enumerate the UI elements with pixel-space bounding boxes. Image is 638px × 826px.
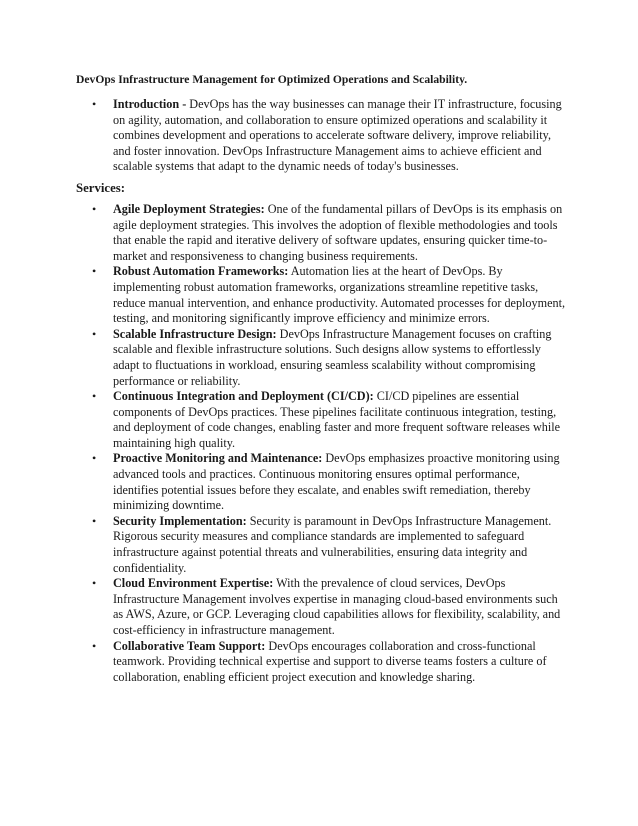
service-item-cloud-expertise: [76, 576, 566, 638]
service-lead: Robust Automation Frameworks:: [113, 264, 289, 279]
bullet-icon: •: [92, 451, 97, 466]
intro-text: DevOps has the way businesses can manage their IT infrastructure, focusing on agility, automation, and collaboration to ensure optimized operations and scalability it combines development and operations to accelerate software delivery, improve reliability, and foster innovation. DevOps Infrastructure Management aims to achieve efficient and scalable systems that adapt to the dynamic needs of today's businesses.: [113, 97, 562, 174]
service-text: DevOps Infrastructure Management focuses on crafting scalable and flexible infrastructure solutions. Such designs allow systems to effortlessly adapt to fluctuations in workload, ensuring seamless scalability without compromising performance or reliability.: [113, 326, 552, 388]
service-item-automation-frameworks: [76, 264, 566, 326]
bullet-icon: •: [92, 513, 97, 528]
intro-list: [76, 97, 566, 175]
bullet-icon: •: [92, 638, 97, 653]
service-item-team-support: [76, 639, 566, 686]
service-item-ci-cd: [76, 389, 566, 451]
service-item-security: [76, 514, 566, 576]
bullet-icon: •: [92, 201, 97, 216]
service-lead: Security Implementation:: [113, 513, 247, 528]
bullet-icon: •: [92, 576, 97, 591]
service-text: DevOps emphasizes proactive monitoring using advanced tools and practices. Continuous monitoring ensures optimal performance, identifies potential issues before they escalate, and enables swift remediation, thereby minimizing downtime.: [113, 451, 560, 513]
service-lead: Scalable Infrastructure Design:: [113, 326, 277, 341]
service-lead: Collaborative Team Support:: [113, 638, 266, 653]
service-lead: Continuous Integration and Deployment (CI/CD):: [113, 389, 374, 404]
service-text: With the prevalence of cloud services, DevOps Infrastructure Management involves expertise in managing cloud-based environments such as AWS, Azure, or GCP. Leveraging cloud capabilities allows for flexibility, scalability, and cost-efficiency in infrastructure management.: [113, 576, 561, 637]
document-title: DevOps Infrastructure Management for Optimized Operations and Scalability.: [76, 73, 468, 86]
bullet-icon: •: [92, 97, 97, 111]
service-text: CI/CD pipelines are essential components of DevOps practices. These pipelines facilitate continuous integration, testing, and deployment of code changes, enabling faster and more frequent software releases while maintaining high quality.: [113, 389, 561, 450]
service-lead: Agile Deployment Strategies:: [113, 201, 265, 216]
service-lead: Cloud Environment Expertise:: [113, 576, 274, 591]
intro-lead: Introduction -: [113, 97, 190, 111]
service-item-proactive-monitoring: [76, 451, 566, 513]
service-item-scalable-infrastructure: [76, 327, 566, 389]
service-item-agile-deployment: [76, 202, 566, 264]
service-text: Security is paramount in DevOps Infrastructure Management. Rigorous security measures and compliance standards are implemented to safeguard infrastructure against potential threats and vulnerabilities, ensuring data integrity and confidentiality.: [113, 513, 552, 575]
bullet-icon: •: [92, 389, 97, 404]
service-text: DevOps encourages collaboration and cross-functional teamwork. Providing technical expertise and support to diverse teams fosters a culture of collaboration, enabling efficient project execution and knowledge sharing.: [113, 638, 547, 684]
services-heading: Services:: [76, 180, 126, 195]
document-page: [76, 72, 566, 685]
intro-item: [76, 97, 566, 175]
service-text: Automation lies at the heart of DevOps. By implementing robust automation frameworks, organizations streamline repetitive tasks, reduce manual intervention, and enhance productivity. Automated processes for deployment, testing, and monitoring significantly improve efficiency and minimize errors.: [113, 264, 566, 326]
service-text: One of the fundamental pillars of DevOps is its emphasis on agile deployment strategies. This involves the adoption of flexible methodologies and tools that enable the rapid and iterative delivery of software updates, ensuring quicker time-to-market and responsiveness to changing business requirements.: [113, 201, 563, 263]
services-list: [76, 202, 566, 685]
bullet-icon: •: [92, 264, 97, 279]
bullet-icon: •: [92, 326, 97, 341]
service-lead: Proactive Monitoring and Maintenance:: [113, 451, 323, 466]
